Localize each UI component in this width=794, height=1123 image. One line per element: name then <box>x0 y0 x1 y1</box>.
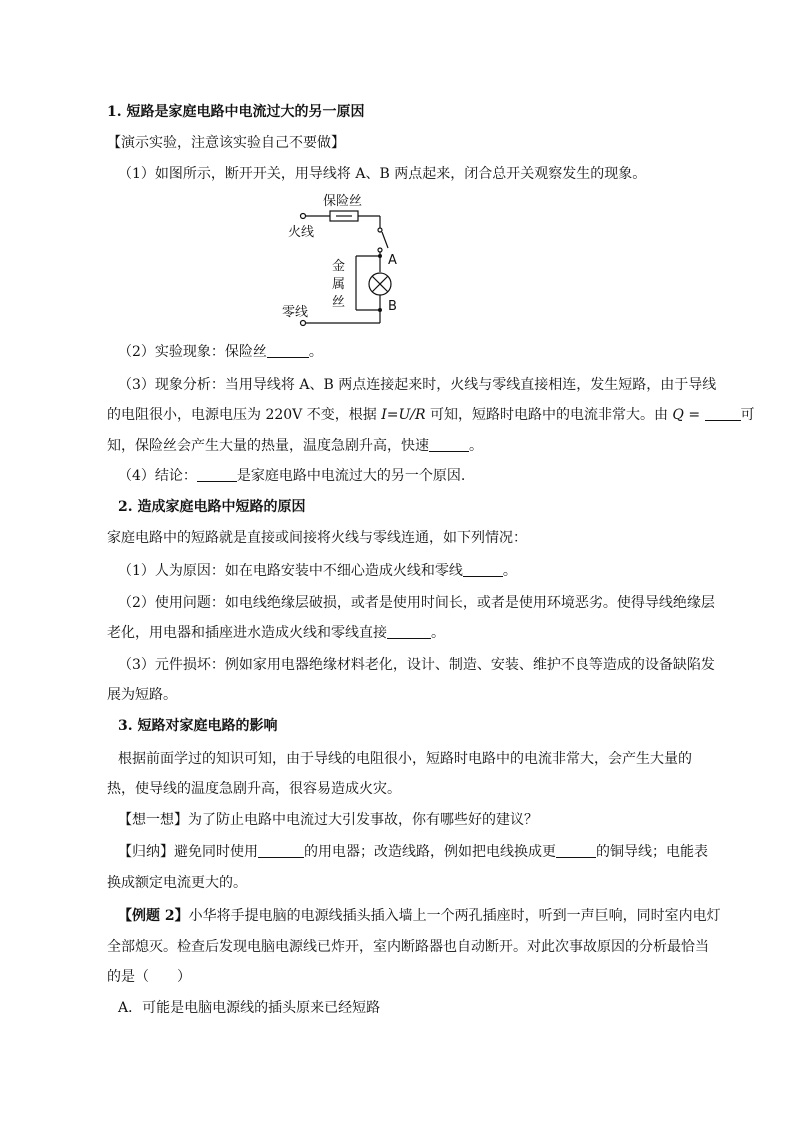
fuse-label: 保险丝 <box>323 194 363 209</box>
neutral-terminal <box>301 321 306 326</box>
point-b-dot <box>378 308 382 312</box>
answer-blank <box>429 437 469 452</box>
step-3-line-3: 知，保险丝会产生大量的热量，温度急剧升高，快速 。 <box>107 438 483 454</box>
item-2-line-1: （2）使用问题：如电线绝缘层破损，或者是使用时间长，或者是使用环境恶劣。使得导线绝缘层 <box>118 595 715 611</box>
step-2-end: 。 <box>308 344 323 360</box>
point-b-label: B <box>388 299 397 314</box>
metal-wire-label-3: 丝 <box>332 295 346 310</box>
answer-blank <box>258 843 304 858</box>
example-line-2: 全部熄灭。检查后发现电脑电源线已炸开，室内断路器也自动断开。对此次事故原因的分析最恰当 <box>107 939 709 955</box>
example-line-1: 【例题 2】小华将手提电脑的电源线插头插入墙上一个两孔插座时，听到一声巨响，同时室内电灯 <box>118 908 721 924</box>
step-3-line-1: （3）现象分析：当用导线将 A、B 两点连接起来时，火线与零线直接相连，发生短路，由于导线 <box>118 377 717 393</box>
metal-wire-label-2: 属 <box>332 277 346 292</box>
step-3-line-2: 的电阻很小，电源电压为 220V 不变，根据 I=U/R 可知，短路时电路中的电流非常大。由 Q = 可 <box>107 407 755 423</box>
answer-blank <box>387 624 431 639</box>
item-3-line-1: （3）元件损坏：例如家用电器绝缘材料老化，设计、制造、安装、维护不良等造成的设备缺陷发 <box>118 657 715 673</box>
section-3-paragraph-line-2: 热，使导线的温度急剧升高，很容易造成火灾。 <box>107 781 401 797</box>
section-3-paragraph-line-1: 根据前面学过的知识可知，由于导线的电阻很小，短路时电路中的电流非常大，会产生大量的 <box>118 751 692 767</box>
answer-blank <box>705 406 741 421</box>
switch-top-contact <box>378 228 382 232</box>
step-2-text: （2）实验现象：保险丝 <box>118 344 267 360</box>
answer-blank <box>267 343 309 358</box>
example-label: 【例题 2】 <box>118 908 189 924</box>
point-a-label: A <box>388 253 397 268</box>
section-2-intro: 家庭电路中的短路就是直接或间接将火线与零线连通，如下列情况： <box>107 530 527 546</box>
example-option-a: A．可能是电脑电源线的插头原来已经短路 <box>118 1000 381 1016</box>
neutral-wire-label: 零线 <box>282 305 309 320</box>
live-terminal <box>301 214 306 219</box>
switch-bottom-contact <box>378 248 382 252</box>
demo-note: 【演示实验，注意该实验自己不要做】 <box>107 135 345 151</box>
example-line-3: 的是（ ） <box>107 969 191 985</box>
ohms-law-formula: I=U/R <box>381 407 426 423</box>
answer-blank <box>556 843 596 858</box>
section-2-heading: 2. 造成家庭电路中短路的原因 <box>118 499 306 515</box>
metal-wire-label-1: 金 <box>332 259 346 274</box>
answer-blank <box>463 562 503 577</box>
answer-blank <box>197 467 237 482</box>
step-4-line: （4）结论： 是家庭电路中电流过大的另一个原因. <box>118 468 466 484</box>
switch-icon <box>382 232 388 248</box>
item-2-line-2: 老化，用电器和插座进水造成火线和零线直接 。 <box>107 625 445 641</box>
section-3-heading: 3. 短路对家庭电路的影响 <box>118 718 278 734</box>
circuit-diagram <box>270 188 430 336</box>
think-prompt: 【想一想】为了防止电路中电流过大引发事故，你有哪些好的建议？ <box>118 812 538 828</box>
summary-line-2: 换成额定电流更大的。 <box>107 875 247 891</box>
section-1-heading: 1. 短路是家庭电路中电流过大的另一原因 <box>107 104 365 120</box>
heat-symbol: Q <box>672 407 684 423</box>
item-3-line-2: 展为短路。 <box>107 687 177 703</box>
summary-line-1: 【归纳】避免同时使用 的用电器；改造线路，例如把电线换成更 的铜导线；电能表 <box>118 844 708 860</box>
point-a-dot <box>378 254 382 258</box>
live-wire-label: 火线 <box>288 225 315 240</box>
step-1-text: （1）如图所示，断开开关，用导线将 A、B 两点起来，闭合总开关观察发生的现象。 <box>118 166 647 182</box>
step-2-line <box>118 342 323 362</box>
item-1-line: （1）人为原因：如在电路安装中不细心造成火线和零线 。 <box>118 563 517 579</box>
